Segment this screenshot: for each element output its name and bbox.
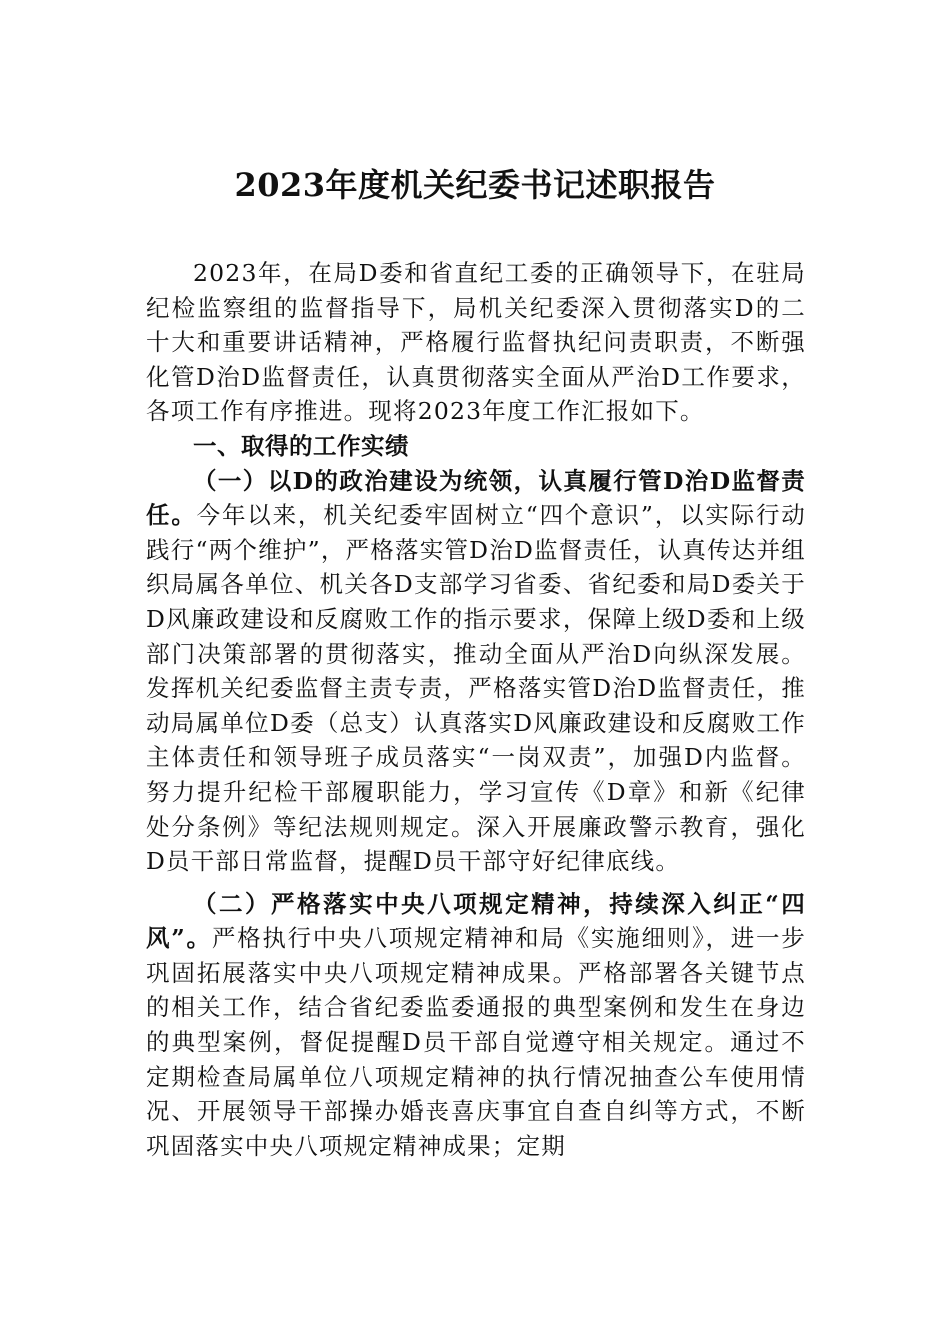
item-1-paragraph <box>146 464 806 879</box>
item-2-paragraph <box>146 887 806 1164</box>
document-body <box>146 256 806 1163</box>
document-title: 2023年度机关纪委书记述职报告 <box>234 166 716 204</box>
item-2-lead: （二）严格落实中央八项规定精神，持续深入纠正“四风”。 <box>146 889 806 953</box>
item-1-lead: （一）以D的政治建设为统领，认真履行管D治D监督责任。 <box>146 466 806 530</box>
paragraph-gap <box>146 879 806 887</box>
item-1-text: 今年以来，机关纪委牢固树立“四个意识”，以实际行动践行“两个维护”，严格落实管D治D监督责任，认真传达并组织局属各单位、机关各D支部学习省委、省纪委和局D委关于D风廉政建设和反腐败工作的指示要求，保障上级D委和上级部门决策部署的贯彻落实，推动全面从严治D向纵深发展。发挥机关纪委监督主责专责，严格落实管D治D监督责任，推动局属单位D委（总支）认真落实D风廉政建设和反腐败工作主体责任和领导班子成员落实“一岗双责”，加强D内监督。努力提升纪检干部履职能力，学习宣传《D章》和新《纪律处分条例》等纪法规则规定。深入开展廉政警示教育，强化D员干部日常监督，提醒D员干部守好纪律底线。 <box>146 501 806 876</box>
section-heading: 一、取得的工作实绩 <box>193 431 409 460</box>
item-2-text: 严格执行中央八项规定精神和局《实施细则》，进一步巩固拓展落实中央八项规定精神成果。严格部署各关键节点的相关工作，结合省纪委监委通报的典型案例和发生在身边的典型案例，督促提醒D员干部自觉遵守相关规定。通过不定期检查局属单位八项规定精神的执行情况抽查公车使用情况、开展领导干部操办婚丧喜庆事宜自查自纠等方式，不断巩固落实中央八项规定精神成果；定期 <box>146 924 806 1160</box>
intro-paragraph: 2023年，在局D委和省直纪工委的正确领导下，在驻局纪检监察组的监督指导下，局机关纪委深入贯彻落实D的二十大和重要讲话精神，严格履行监督执纪问责职责，不断强化管D治D监督责任，认真贯彻落实全面从严治D工作要求，各项工作有序推进。现将2023年度工作汇报如下。 <box>146 259 806 426</box>
